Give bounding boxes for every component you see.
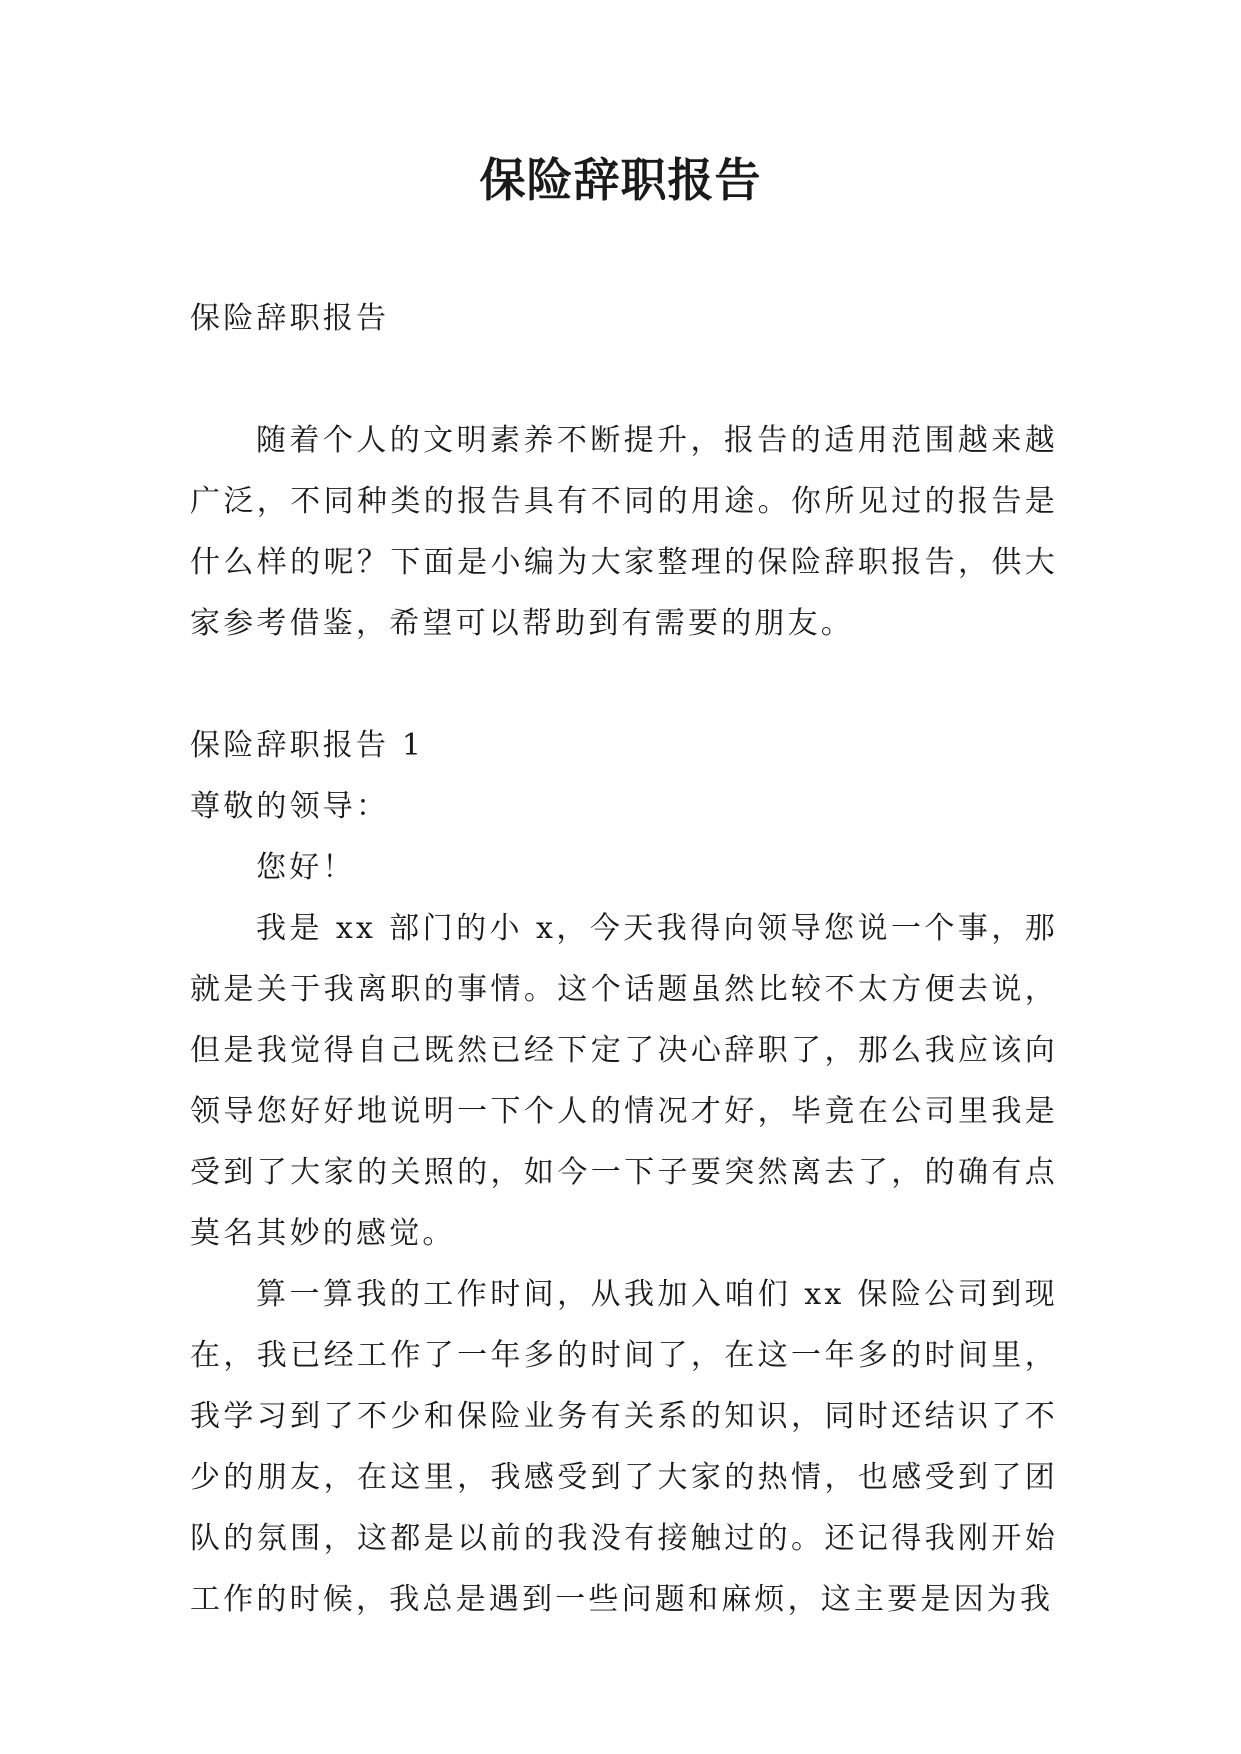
salutation: 尊敬的领导： <box>190 789 390 824</box>
document-body <box>190 288 1058 1630</box>
section-heading: 保险辞职报告 1 <box>190 728 425 763</box>
intro-paragraph: 随着个人的文明素养不断提升，报告的适用范围越来越广泛，不同种类的报告具有不同的用途。你所见过的报告是什么样的呢？下面是小编为大家整理的保险辞职报告，供大家参考借鉴，希望可以帮助到有需要的朋友。 <box>190 423 1058 641</box>
body-paragraph: 我是 xx 部门的小 x，今天我得向领导您说一个事，那就是关于我离职的事情。这个话题虽然比较不太方便去说，但是我觉得自己既然已经下定了决心辞职了，那么我应该向领导您好好地说明一下个人的情况才好，毕竟在公司里我是受到了大家的关照的，如今一下子要突然离去了，的确有点莫名其妙的感觉。 <box>190 911 1058 1251</box>
spacer <box>190 349 1058 410</box>
body-paragraph: 算一算我的工作时间，从我加入咱们 xx 保险公司到现在，我已经工作了一年多的时间了，在这一年多的时间里，我学习到了不少和保险业务有关系的知识，同时还结识了不少的朋友，在这里，我感受到了大家的热情，也感受到了团队的氛围，这都是以前的我没有接触过的。还记得我刚开始工作的时候，我总是遇到一些问题和麻烦，这主要是因为我 <box>190 1277 1058 1617</box>
spacer <box>190 654 1058 715</box>
greeting: 您好！ <box>256 850 356 885</box>
document-subtitle: 保险辞职报告 <box>190 301 390 336</box>
document-title: 保险辞职报告 <box>479 153 762 207</box>
